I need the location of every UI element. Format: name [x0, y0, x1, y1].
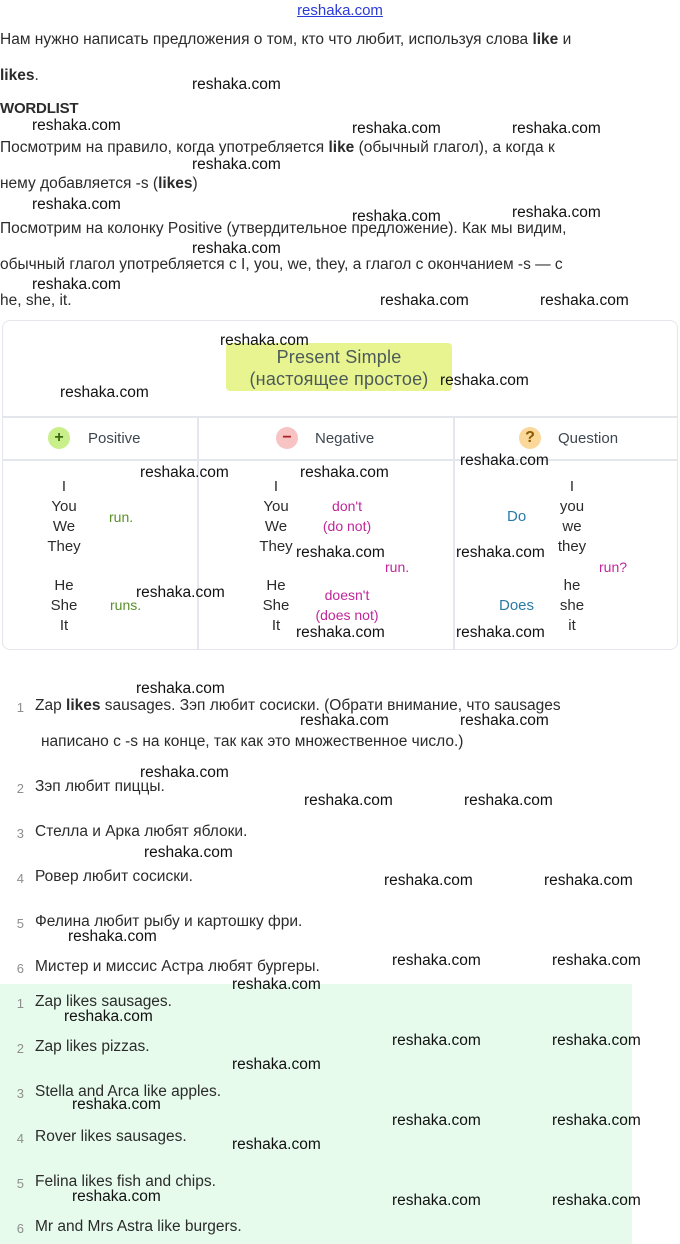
intro-text: Нам нужно написать предложения о том, кто что любит, используя слова — [0, 31, 533, 48]
aux-does: Does — [499, 597, 535, 614]
column-header-negative: Negative — [315, 430, 375, 447]
item-number: 3 — [16, 826, 24, 841]
rule-text: Посмотрим на правило, когда употребляется — [0, 139, 329, 156]
table-subtitle: (настоящее простое) — [249, 369, 429, 389]
watermark: reshaka.com — [72, 1096, 161, 1113]
intro-dot: . — [34, 67, 39, 84]
watermark: reshaka.com — [380, 292, 469, 309]
positive-note-line-2: обычный глагол употребляется с I, you, we, they, а глагол с окончанием -s — с — [0, 256, 563, 273]
task-text: Zap — [35, 697, 67, 714]
watermark: reshaka.com — [192, 240, 281, 257]
watermark: reshaka.com — [232, 1136, 321, 1153]
watermark: reshaka.com — [140, 464, 229, 481]
pronoun: We — [52, 518, 76, 535]
watermark: reshaka.com — [464, 792, 553, 809]
watermark: reshaka.com — [140, 764, 229, 781]
intro-likes: likes — [0, 67, 35, 84]
minus-icon: − — [276, 427, 298, 449]
watermark: reshaka.com — [232, 1056, 321, 1073]
aux-dont: don't — [332, 498, 362, 514]
watermark: reshaka.com — [192, 156, 281, 173]
task-item: Зэп любит пиццы. — [35, 778, 165, 795]
pronoun: we — [562, 518, 582, 535]
column-header-positive: Positive — [88, 430, 141, 447]
pronoun: You — [51, 498, 77, 515]
question-icon: ? — [519, 427, 541, 449]
watermark: reshaka.com — [512, 120, 601, 137]
watermark: reshaka.com — [456, 544, 545, 561]
item-number: 3 — [16, 1086, 24, 1101]
watermark: reshaka.com — [136, 680, 225, 697]
intro-like: like — [532, 31, 559, 48]
table-divider — [2, 416, 678, 418]
pronoun: it — [568, 617, 576, 634]
item-number: 4 — [16, 871, 24, 886]
pronoun: She — [50, 597, 78, 614]
watermark: reshaka.com — [544, 872, 633, 889]
answer-item: Rover likes sausages. — [35, 1128, 187, 1145]
watermark: reshaka.com — [392, 1112, 481, 1129]
watermark: reshaka.com — [440, 372, 529, 389]
watermark: reshaka.com — [384, 872, 473, 889]
aux-do-not: (do not) — [322, 518, 372, 534]
pronoun: We — [264, 518, 288, 535]
pronoun: It — [271, 617, 281, 634]
item-number: 2 — [16, 781, 24, 796]
item-number: 4 — [16, 1131, 24, 1146]
watermark: reshaka.com — [456, 624, 545, 641]
table-title: Present Simple — [276, 347, 402, 367]
watermark: reshaka.com — [68, 928, 157, 945]
task-item: Мистер и миссис Астра любят бургеры. — [35, 958, 320, 975]
intro-and: и — [558, 31, 572, 48]
task-item: Фелина любит рыбу и картошку фри. — [35, 913, 303, 930]
pronoun: he — [563, 577, 581, 594]
rule-like: like — [328, 139, 355, 156]
column-divider — [453, 416, 455, 650]
answer-item: Mr and Mrs Astra like burgers. — [35, 1218, 242, 1235]
pronoun: They — [47, 538, 81, 555]
wordlist-heading: WORDLIST — [0, 100, 79, 117]
pronoun: They — [259, 538, 293, 555]
watermark: reshaka.com — [512, 204, 601, 221]
task-item: Стелла и Арка любят яблоки. — [35, 823, 248, 840]
watermark: reshaka.com — [352, 208, 441, 225]
watermark: reshaka.com — [552, 1112, 641, 1129]
task-item: Ровер любит сосиски. — [35, 868, 193, 885]
pronoun: You — [263, 498, 289, 515]
item-number: 1 — [16, 700, 24, 715]
aux-do: Do — [507, 508, 527, 525]
rule-text-3: нему добавляется -s ( — [0, 175, 159, 192]
pronoun: She — [262, 597, 290, 614]
rule-text-4: ) — [192, 175, 198, 192]
watermark: reshaka.com — [32, 196, 121, 213]
pronoun: He — [54, 577, 74, 594]
item-number: 5 — [16, 916, 24, 931]
watermark: reshaka.com — [460, 452, 549, 469]
watermark: reshaka.com — [392, 1032, 481, 1049]
watermark: reshaka.com — [296, 624, 385, 641]
site-header-link[interactable]: reshaka.com — [297, 2, 383, 19]
task-bold: likes — [66, 697, 101, 714]
intro-line-2 — [0, 58, 680, 94]
watermark: reshaka.com — [392, 1192, 481, 1209]
item-number: 6 — [16, 961, 24, 976]
answer-item: Zap likes pizzas. — [35, 1038, 150, 1055]
pronoun: I — [273, 478, 279, 495]
watermark: reshaka.com — [540, 292, 629, 309]
pronoun: you — [559, 498, 585, 515]
pronoun: I — [569, 478, 575, 495]
watermark: reshaka.com — [192, 76, 281, 93]
pronoun: He — [266, 577, 286, 594]
rule-text-2: (обычный глагол), а когда к — [354, 139, 555, 156]
aux-doesnt: doesn't — [324, 587, 370, 603]
aux-does-not: (does not) — [315, 607, 379, 623]
watermark: reshaka.com — [552, 952, 641, 969]
watermark: reshaka.com — [144, 844, 233, 861]
item-number: 1 — [16, 996, 24, 1011]
positive-note-line-1: Посмотрим на колонку Positive (утвердительное предложение). Как мы видим, — [0, 220, 567, 237]
item-number: 2 — [16, 1041, 24, 1056]
watermark: reshaka.com — [72, 1188, 161, 1205]
table-divider — [2, 459, 678, 461]
watermark: reshaka.com — [392, 952, 481, 969]
watermark: reshaka.com — [60, 384, 149, 401]
column-divider — [197, 416, 199, 650]
plus-icon: + — [48, 427, 70, 449]
verb-negative: run. — [385, 559, 410, 575]
item-number: 6 — [16, 1221, 24, 1236]
answer-item: Stella and Arca like apples. — [35, 1083, 222, 1100]
pronoun: It — [59, 617, 69, 634]
watermark: reshaka.com — [304, 792, 393, 809]
watermark: reshaka.com — [552, 1032, 641, 1049]
watermark: reshaka.com — [300, 464, 389, 481]
item-number: 5 — [16, 1176, 24, 1191]
watermark: reshaka.com — [296, 544, 385, 561]
watermark: reshaka.com — [64, 1008, 153, 1025]
watermark: reshaka.com — [136, 584, 225, 601]
positive-note-line-3: he, she, it. — [0, 292, 72, 309]
verb-plural: run. — [109, 509, 134, 525]
answer-item: Felina likes fish and chips. — [35, 1173, 216, 1190]
column-header-question: Question — [558, 430, 619, 447]
intro-line-1 — [0, 22, 680, 58]
rule-likes: likes — [158, 175, 193, 192]
watermark: reshaka.com — [220, 332, 309, 349]
verb-singular: runs. — [110, 597, 142, 613]
watermark: reshaka.com — [232, 976, 321, 993]
pronoun: she — [559, 597, 585, 614]
watermark: reshaka.com — [552, 1192, 641, 1209]
watermark: reshaka.com — [460, 712, 549, 729]
watermark: reshaka.com — [352, 120, 441, 137]
pronoun: they — [557, 538, 587, 555]
watermark: reshaka.com — [300, 712, 389, 729]
task-item-continuation: написано с -s на конце, так как это множественное число.) — [41, 733, 464, 750]
watermark: reshaka.com — [32, 276, 121, 293]
task-text: sausages. Зэп любит сосиски. (Обрати внимание, что sausages — [100, 697, 561, 714]
pronoun: I — [61, 478, 67, 495]
verb-question: run? — [599, 559, 628, 575]
answer-item: Zap likes sausages. — [35, 993, 172, 1010]
watermark: reshaka.com — [32, 117, 121, 134]
